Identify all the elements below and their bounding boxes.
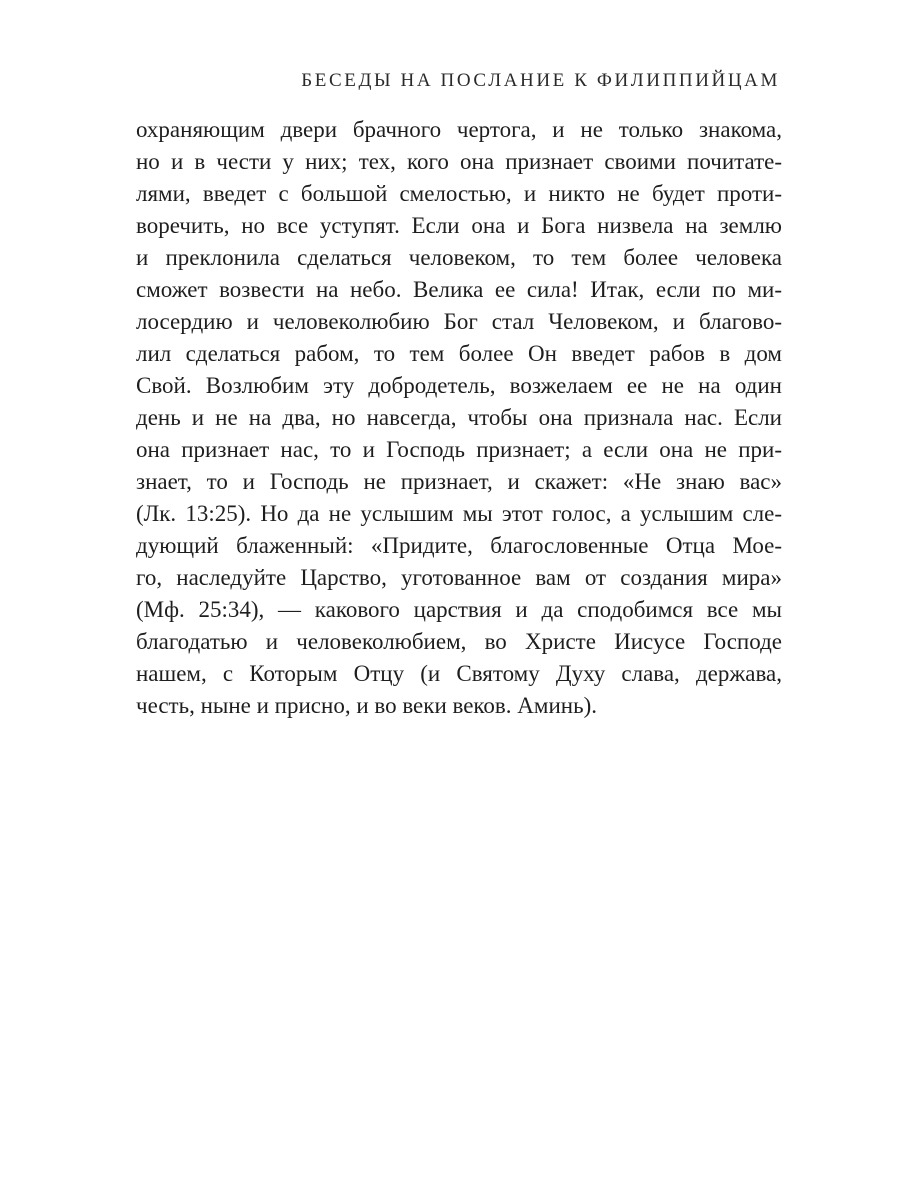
text-line: но и в чести у них; тех, кого она признает своими почитате- — [136, 149, 782, 174]
text-line: благодатью и человеколюбием, во Христе Иисусе Господе — [136, 629, 782, 654]
text-line: знает, то и Господь не признает, и скажет: «Не знаю вас» — [136, 469, 782, 494]
text-line: она признает нас, то и Господь признает; а если она не при- — [136, 437, 782, 462]
text-line: день и не на два, но навсегда, чтобы она признала нас. Если — [136, 405, 782, 430]
text-line: го, наследуйте Царство, уготованное вам от создания мира» — [136, 565, 782, 590]
running-head-title: БЕСЕДЫ НА ПОСЛАНИЕ К ФИЛИППИЙЦАМ — [301, 70, 780, 91]
text-line: и преклонила сделаться человеком, то тем более человека — [136, 245, 782, 270]
text-line: лил сделаться рабом, то тем более Он введет рабов в дом — [136, 341, 782, 366]
body-text — [136, 114, 782, 722]
text-line-last: честь, ныне и присно, и во веки веков. Аминь). — [136, 693, 597, 718]
text-line: воречить, но все уступят. Если она и Бога низвела на землю — [136, 213, 782, 238]
text-line: (Лк. 13:25). Но да не услышим мы этот голос, а услышим сле- — [136, 501, 782, 526]
text-line: дующий блаженный: «Придите, благословенные Отца Мое- — [136, 533, 782, 558]
text-line: (Мф. 25:34), — какового царствия и да сподобимся все мы — [136, 597, 782, 622]
text-line: сможет возвести на небо. Велика ее сила! Итак, если по ми- — [136, 277, 782, 302]
text-line: лосердию и человеколюбию Бог стал Человеком, и благово- — [136, 309, 782, 334]
text-line: Свой. Возлюбим эту добродетель, возжелаем ее не на один — [136, 373, 782, 398]
text-line: охраняющим двери брачного чертога, и не только знакома, — [136, 117, 782, 142]
text-line: лями, введет с большой смелостью, и никто не будет проти- — [136, 181, 782, 206]
text-line: нашем, с Которым Отцу (и Святому Духу слава, держава, — [136, 661, 782, 686]
